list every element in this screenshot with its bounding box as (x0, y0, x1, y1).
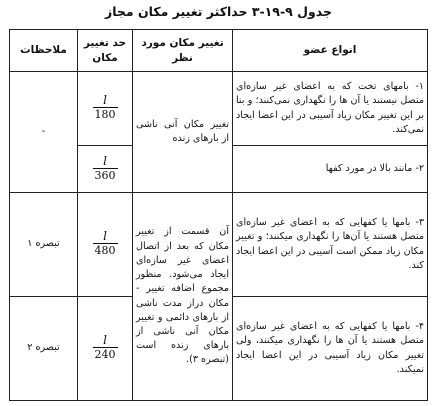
member-type-cell: ۱- بامهای تخت که به اعضای غیر سازه‌ای متصل نیستند یا آن ها را نگهداری نمی‌کنند؛ و بنا بر این تغییر مکان زیاد آسیبی در این اعضا ایجاد نمی‌کند. (233, 72, 428, 146)
member-type-cell: ۴- بامها یا کفهایی که به اعضای غیر سازه‌ای متصل هستند یا آن ها را نگهداری میکنند، ولی تغییر مکان زیاد آسیبی در این اعضا ایجاد نمیکند. (233, 297, 428, 401)
table-title: جدول ۹-۱۹-۳ حداکثر تغییر مکان مجاز (105, 4, 332, 19)
member-type-cell: ۲- مانند بالا در مورد کفها (233, 146, 428, 193)
header-member-type: انواع عضو (233, 30, 428, 72)
header-row (10, 30, 428, 72)
remark-cell: تبصره ۱ (10, 193, 78, 297)
deflection-limit-cell (78, 193, 133, 297)
deflection-limits-table (9, 29, 428, 401)
table-row (10, 193, 428, 297)
limit-fraction: $\frac{l}{180}$ (94, 93, 116, 122)
deflection-type-cell: آن قسمت از تغییر مکان که بعد از اتصال اعضای غیر سازه‌ای ایجاد می‌شود. منظور مجموع اضافه تغییر - مکان دراز مدت ناشی از بارهای دائمی و تغییر مکان آنی ناشی از بارهای زنده است (تبصره ۳). (133, 193, 233, 401)
remark-cell: - (10, 72, 78, 193)
member-type-cell: ۳- بامها یا کفهایی که به اعضای غیر سازه‌ای متصل هستند یا آن‌ها را نگهداری میکنند؛ و تغییر مکان زیاد ممکن است آسیبی در این اعضا ایجاد کند. (233, 193, 428, 297)
deflection-type-cell: تغییر مکان آنی ناشی از بارهای زنده (133, 72, 233, 193)
header-deflection-type: تغییر مکان مورد نظر (133, 30, 233, 72)
limit-fraction: $\frac{l}{240}$ (94, 333, 116, 362)
deflection-limit-cell (78, 72, 133, 146)
table-row (10, 72, 428, 146)
remark-cell: تبصره ۲ (10, 297, 78, 401)
deflection-limit-cell (78, 146, 133, 193)
limit-fraction: $\frac{l}{360}$ (94, 153, 116, 182)
header-remarks: ملاحظات (10, 30, 78, 72)
header-deflection-limit: حد تغییر مکان (78, 30, 133, 72)
deflection-limit-cell (78, 297, 133, 401)
limit-fraction: $\frac{l}{480}$ (94, 229, 116, 258)
